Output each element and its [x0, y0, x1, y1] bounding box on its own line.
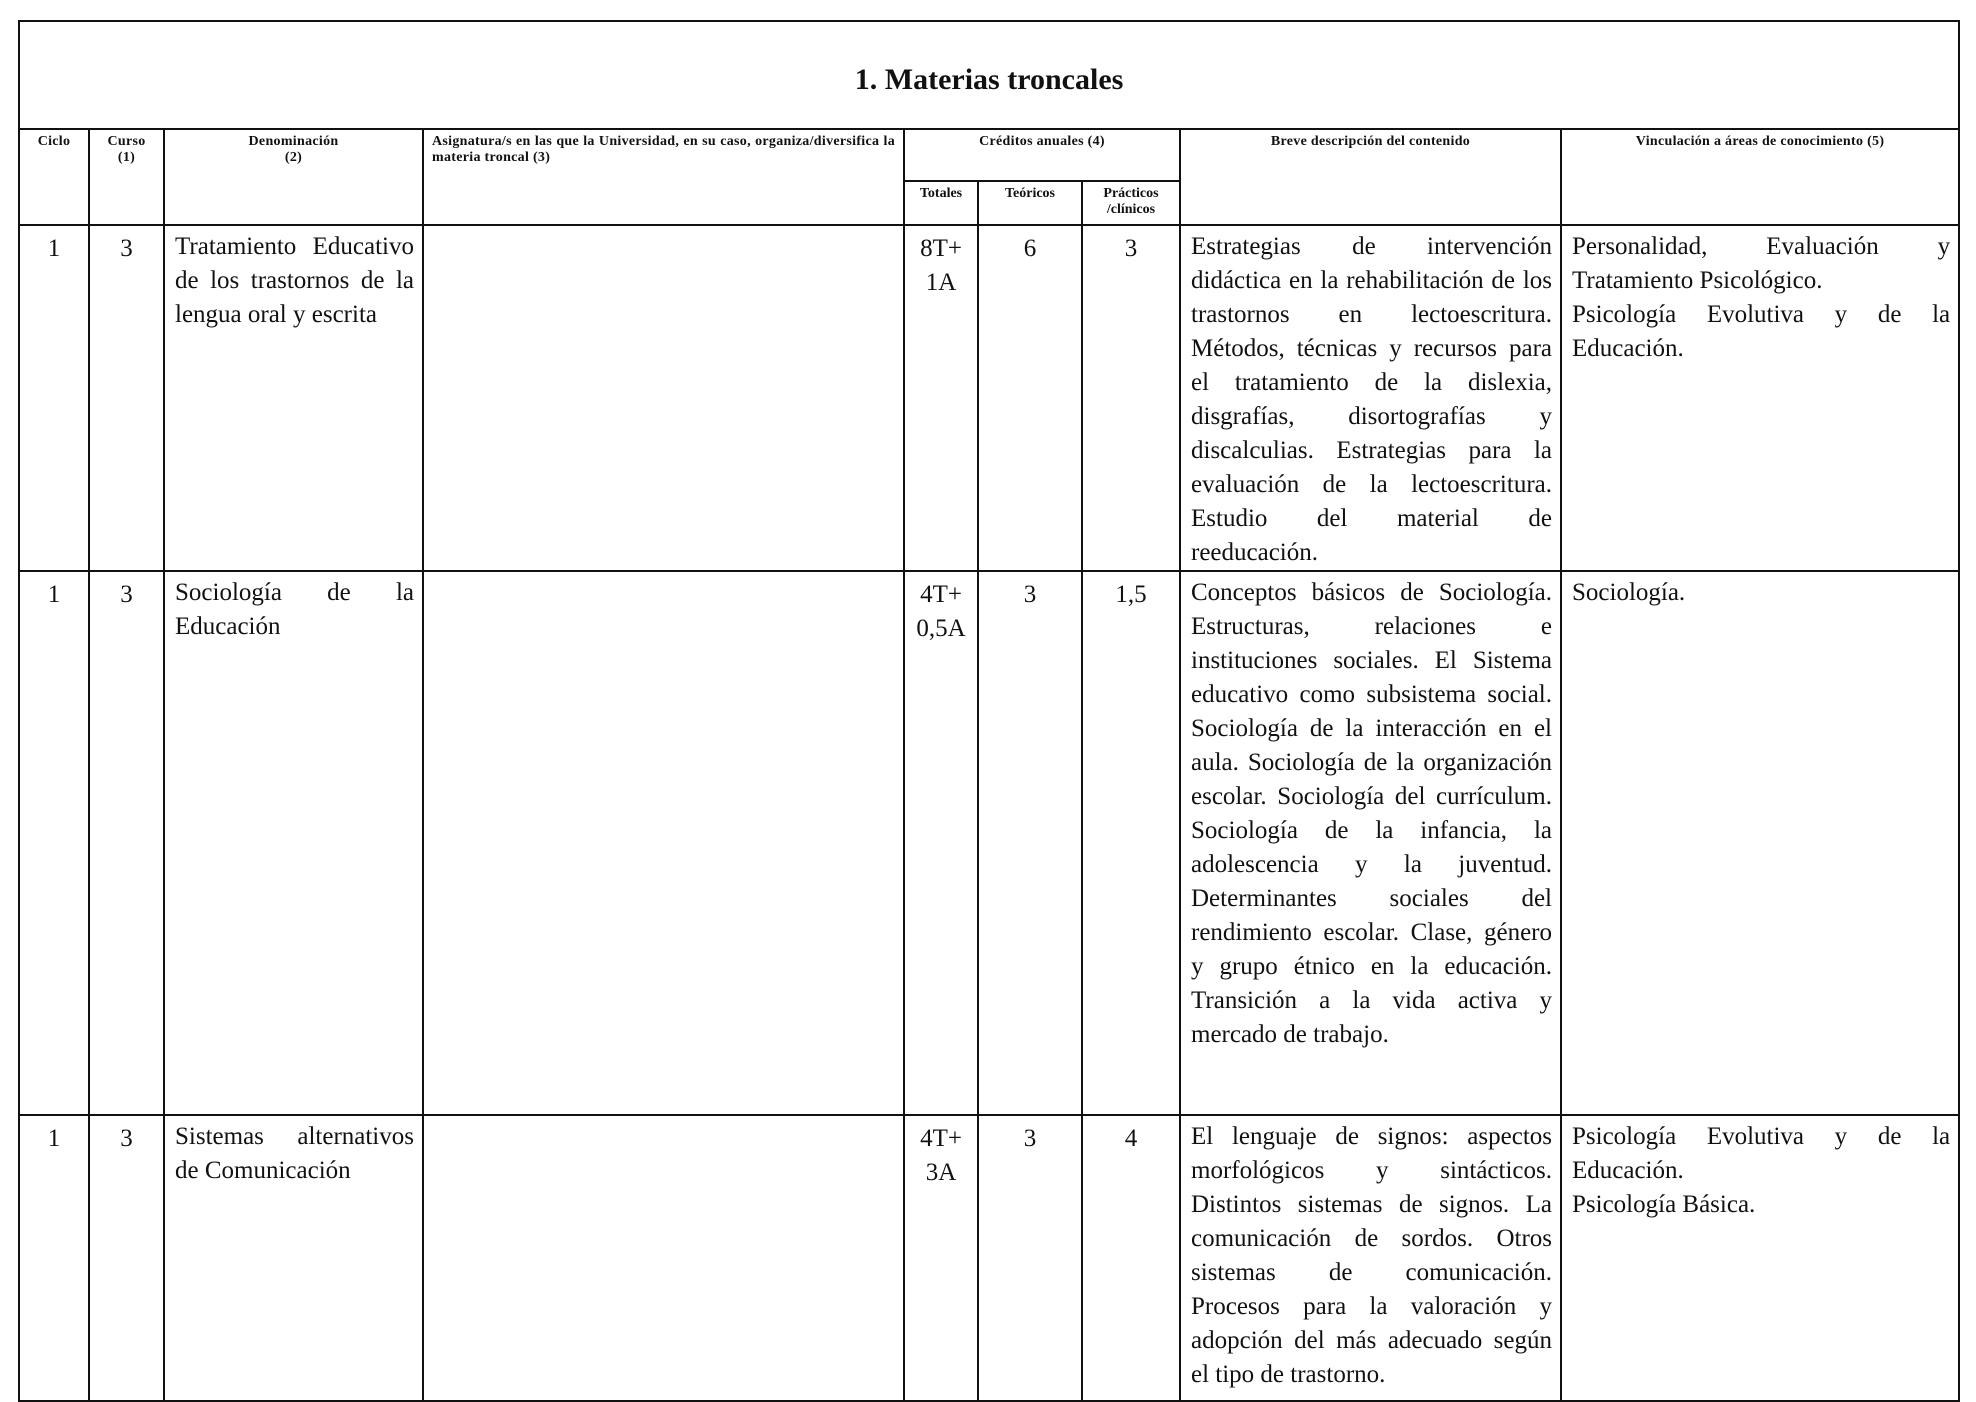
- cell-curso: 3: [89, 571, 164, 1115]
- table-row: [19, 571, 1959, 1115]
- header-creditos: Créditos anuales (4): [904, 129, 1180, 181]
- cell-totales: 4T+ 3A: [904, 1115, 978, 1401]
- area-item: Personalidad, Evaluación y Tratamiento Psicológico.: [1572, 233, 1951, 294]
- cell-denominacion: Sistemas alternativos de Comunicación: [164, 1115, 423, 1401]
- cell-teoricos: 3: [978, 1115, 1082, 1401]
- cell-curso: 3: [89, 1115, 164, 1401]
- header-ciclo: Ciclo: [19, 129, 89, 225]
- header-vinculacion: Vinculación a áreas de conocimiento (5): [1561, 129, 1959, 225]
- area-item: Psicología Evolutiva y de la Educación.: [1572, 301, 1951, 362]
- cell-curso: 3: [89, 225, 164, 571]
- header-denominacion-note: (2): [284, 150, 303, 165]
- cell-descripcion: Conceptos básicos de Sociología. Estructuras, relaciones e instituciones sociales. El Sistema educativo como subsistema social. Sociología de la interacción en el aula. Sociología de la organización escolar. Sociología del currículum. Sociología de la infancia, la adolescencia y la juventud. Determinantes sociales del rendimiento escolar. Clase, género y grupo étnico en la educación. Transición a la vida activa y mercado de trabajo.: [1180, 571, 1561, 1115]
- area-item: Psicología Evolutiva y de la Educación.: [1572, 1123, 1951, 1184]
- cell-practicos: 3: [1082, 225, 1180, 571]
- header-denominacion: Denominación (2): [164, 129, 423, 225]
- table-row: [19, 225, 1959, 571]
- area-item: Sociología.: [1572, 579, 1686, 606]
- cell-areas: [1561, 571, 1959, 1115]
- cell-practicos: 4: [1082, 1115, 1180, 1401]
- materias-troncales-table: [18, 20, 1960, 1402]
- cell-ciclo: 1: [19, 1115, 89, 1401]
- title-text: 1. Materias troncales: [854, 63, 1124, 96]
- cell-denominacion: Sociología de la Educación: [164, 571, 423, 1115]
- header-curso: Curso (1): [89, 129, 164, 225]
- table-row: [19, 1115, 1959, 1401]
- cell-practicos: 1,5: [1082, 571, 1180, 1115]
- cell-asignaturas: [423, 571, 904, 1115]
- cell-asignaturas: [423, 225, 904, 571]
- cell-teoricos: 3: [978, 571, 1082, 1115]
- cell-ciclo: 1: [19, 571, 89, 1115]
- cell-totales: 8T+ 1A: [904, 225, 978, 571]
- cell-asignaturas: [423, 1115, 904, 1401]
- cell-denominacion: Tratamiento Educativo de los trastornos de la lengua oral y escrita: [164, 225, 423, 571]
- cell-descripcion: El lenguaje de signos: aspectos morfológicos y sintácticos. Distintos sistemas de signos. La comunicación de sordos. Otros sistemas de comunicación. Procesos para la valoración y adopción del más adecuado según el tipo de trastorno.: [1180, 1115, 1561, 1401]
- header-breve-descripcion: Breve descripción del contenido: [1180, 129, 1561, 225]
- header-curso-note: (1): [117, 150, 136, 165]
- cell-totales: 4T+ 0,5A: [904, 571, 978, 1115]
- cell-descripcion: Estrategias de intervención didáctica en la rehabilitación de los trastornos en lectoescritura. Métodos, técnicas y recursos para el tratamiento de la dislexia, disgrafías, disortografías y discalculias. Estrategias para la evaluación de la lectoescritura. Estudio del material de reeducación.: [1180, 225, 1561, 571]
- header-totales: Totales: [904, 181, 978, 225]
- header-practicos: Prácticos /clínicos: [1082, 181, 1180, 225]
- cell-areas: [1561, 225, 1959, 571]
- header-teoricos: Teóricos: [978, 181, 1082, 225]
- area-item: Psicología Básica.: [1572, 1191, 1756, 1218]
- header-asignaturas: Asignatura/s en las que la Universidad, en su caso, organiza/diversifica la materia troncal (3): [423, 129, 904, 225]
- cell-teoricos: 6: [978, 225, 1082, 571]
- cell-ciclo: 1: [19, 225, 89, 571]
- table-title: [19, 21, 1959, 129]
- cell-areas: [1561, 1115, 1959, 1401]
